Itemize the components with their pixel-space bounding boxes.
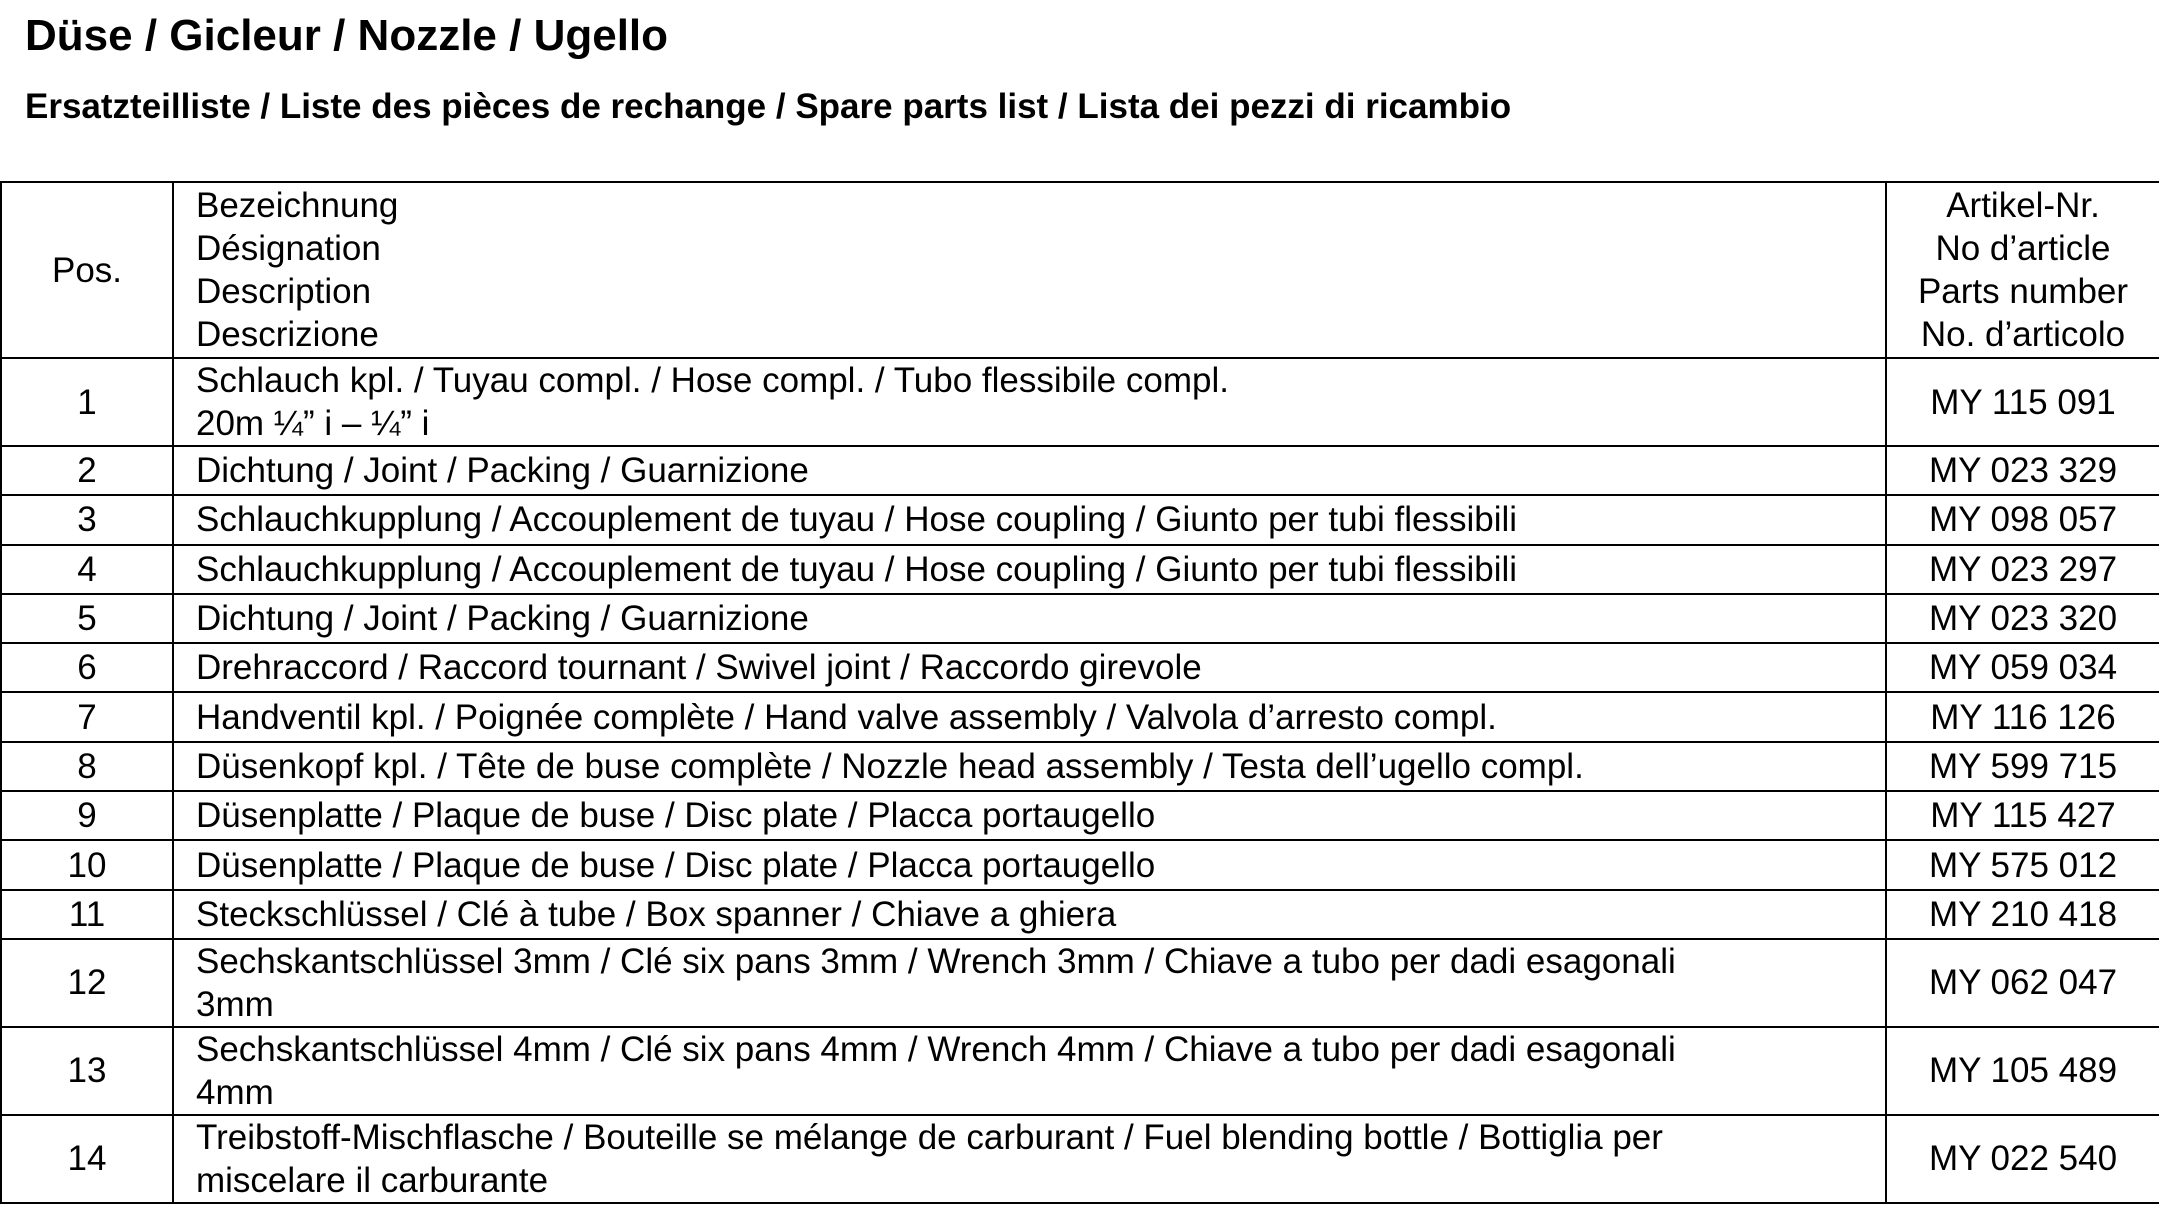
row-article-number: MY 022 540	[1886, 1115, 2159, 1203]
header-article-de: Artikel-Nr.	[1946, 186, 2100, 225]
row-article-number: MY 062 047	[1886, 939, 2159, 1027]
row-pos: 2	[1, 446, 173, 495]
row-description-line: Düsenkopf kpl. / Tête de buse complète / Nozzle head assembly / Testa dell’ugello compl.	[196, 746, 1584, 786]
row-description	[173, 446, 1886, 495]
row-article-number: MY 098 057	[1886, 495, 2159, 544]
row-description-line-2: miscelare il carburante	[196, 1160, 549, 1200]
row-pos: 8	[1, 742, 173, 791]
row-description	[173, 495, 1886, 544]
row-pos: 14	[1, 1115, 173, 1203]
header-description-de: Bezeichnung	[196, 186, 399, 225]
row-description	[173, 939, 1886, 1027]
header-article-fr: No d’article	[1935, 229, 2111, 268]
row-description-line: Schlauch kpl. / Tuyau compl. / Hose compl. / Tubo flessibile compl.	[196, 361, 1229, 400]
row-pos: 4	[1, 545, 173, 594]
row-description	[173, 890, 1886, 939]
row-description-line-2: 3mm	[196, 984, 274, 1024]
row-pos: 10	[1, 840, 173, 889]
table-header-row	[1, 182, 2159, 358]
row-description-line: Steckschlüssel / Clé à tube / Box spanner / Chiave a ghiera	[196, 894, 1117, 934]
row-description-line: Drehraccord / Raccord tournant / Swivel joint / Raccordo girevole	[196, 648, 1202, 688]
row-description-line: Handventil kpl. / Poignée complète / Hand valve assembly / Valvola d’arresto compl.	[196, 697, 1497, 737]
row-description	[173, 643, 1886, 692]
row-article-number: MY 599 715	[1886, 742, 2159, 791]
table-row	[1, 890, 2159, 939]
row-pos: 11	[1, 890, 173, 939]
spare-parts-table	[0, 181, 2159, 1204]
row-description	[173, 594, 1886, 643]
row-description-line-2: 20m ¼” i – ¼” i	[196, 404, 430, 443]
table-row	[1, 594, 2159, 643]
table-row	[1, 1027, 2159, 1115]
table-row	[1, 939, 2159, 1027]
row-article-number: MY 115 427	[1886, 791, 2159, 840]
table-row	[1, 791, 2159, 840]
row-description	[173, 1027, 1886, 1115]
header-description-fr: Désignation	[196, 229, 381, 268]
page-subtitle: Ersatzteilliste / Liste des pièces de rechange / Spare parts list / Lista dei pezzi di ricambio	[25, 87, 1512, 126]
row-description-line: Sechskantschlüssel 3mm / Clé six pans 3mm / Wrench 3mm / Chiave a tubo per dadi esagonali	[196, 941, 1676, 981]
row-article-number: MY 023 297	[1886, 545, 2159, 594]
row-pos: 12	[1, 939, 173, 1027]
row-article-number: MY 023 329	[1886, 446, 2159, 495]
table-row	[1, 358, 2159, 446]
row-description-line: Düsenplatte / Plaque de buse / Disc plate / Placca portaugello	[196, 845, 1156, 885]
table-row	[1, 446, 2159, 495]
row-pos: 13	[1, 1027, 173, 1115]
header-description-en: Description	[196, 272, 372, 311]
row-description-line: Schlauchkupplung / Accouplement de tuyau / Hose coupling / Giunto per tubi flessibili	[196, 549, 1518, 589]
table-row	[1, 840, 2159, 889]
table-row	[1, 545, 2159, 594]
row-pos: 3	[1, 495, 173, 544]
row-pos: 1	[1, 358, 173, 446]
row-article-number: MY 116 126	[1886, 692, 2159, 741]
row-pos: 9	[1, 791, 173, 840]
table-row	[1, 643, 2159, 692]
table-row	[1, 1115, 2159, 1203]
row-pos: 5	[1, 594, 173, 643]
row-description-line: Sechskantschlüssel 4mm / Clé six pans 4mm / Wrench 4mm / Chiave a tubo per dadi esagonali	[196, 1029, 1676, 1069]
header-article-en: Parts number	[1917, 272, 2129, 311]
row-description-line: Dichtung / Joint / Packing / Guarnizione	[196, 451, 809, 491]
row-description-line: Treibstoff-Mischflasche / Bouteille se mélange de carburant / Fuel blending bottle / Bottiglia per	[196, 1117, 1663, 1157]
row-description-line: Dichtung / Joint / Packing / Guarnizione	[196, 599, 809, 639]
row-article-number: MY 115 091	[1886, 358, 2159, 446]
row-description-line: Schlauchkupplung / Accouplement de tuyau / Hose coupling / Giunto per tubi flessibili	[196, 500, 1518, 540]
row-description-line: Düsenplatte / Plaque de buse / Disc plate / Placca portaugello	[196, 796, 1156, 836]
row-article-number: MY 059 034	[1886, 643, 2159, 692]
row-article-number: MY 575 012	[1886, 840, 2159, 889]
row-pos: 7	[1, 692, 173, 741]
table-row	[1, 692, 2159, 741]
row-article-number: MY 023 320	[1886, 594, 2159, 643]
header-description	[173, 182, 1886, 358]
header-description-it: Descrizione	[196, 315, 379, 354]
row-description-line-2: 4mm	[196, 1072, 274, 1112]
header-article	[1886, 182, 2159, 358]
row-description	[173, 742, 1886, 791]
row-pos: 6	[1, 643, 173, 692]
row-description	[173, 791, 1886, 840]
row-description	[173, 358, 1886, 446]
row-article-number: MY 105 489	[1886, 1027, 2159, 1115]
header-article-it: No. d’articolo	[1920, 315, 2126, 354]
table-row	[1, 495, 2159, 544]
page-title: Düse / Gicleur / Nozzle / Ugello	[25, 11, 669, 60]
header-pos: Pos.	[1, 182, 173, 358]
row-description	[173, 840, 1886, 889]
row-description	[173, 1115, 1886, 1203]
row-description	[173, 545, 1886, 594]
row-description	[173, 692, 1886, 741]
table-row	[1, 742, 2159, 791]
row-article-number: MY 210 418	[1886, 890, 2159, 939]
